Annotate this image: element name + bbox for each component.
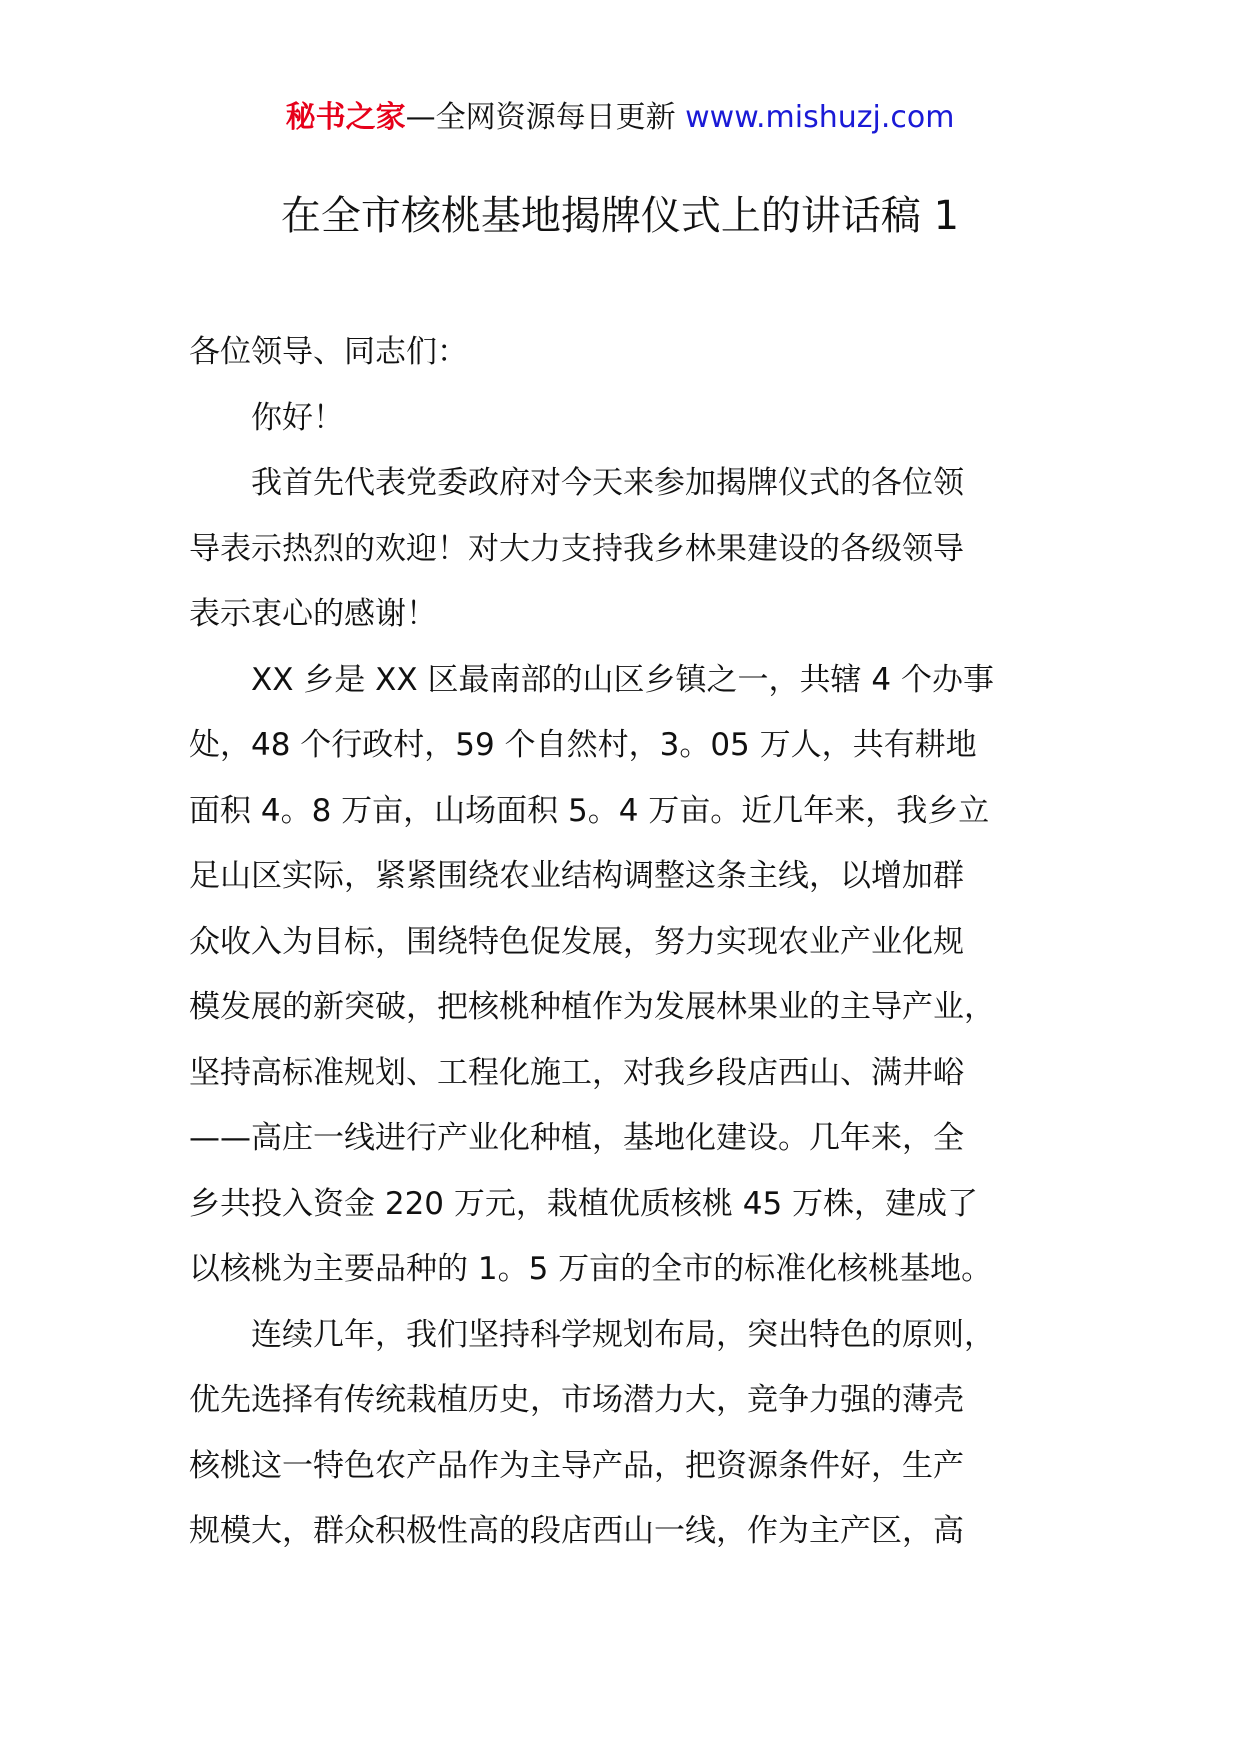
body-line: 足山区实际，紧紧围绕农业结构调整这条主线，以增加群 xyxy=(189,858,964,894)
body-line: 导表示热烈的欢迎！对大力支持我乡林果建设的各级领导 xyxy=(189,530,964,567)
document-title: 在全市核桃基地揭牌仪式上的讲话稿 1 xyxy=(280,193,960,239)
body-line: 面积 4。8 万亩，山场面积 5。4 万亩。近几年来，我乡立 xyxy=(189,792,990,829)
document-body xyxy=(189,320,1059,1565)
site-header xyxy=(0,98,1240,138)
body-line: 以核桃为主要品种的 1。5 万亩的全市的标准化核桃基地。 xyxy=(189,1251,993,1287)
body-line: 连续几年，我们坚持科学规划布局，突出特色的原则， xyxy=(189,1316,995,1353)
body-line: 模发展的新突破，把核桃种植作为发展林果业的主导产业， xyxy=(189,989,995,1025)
body-line: 核桃这一特色农产品作为主导产品，把资源条件好，生产 xyxy=(189,1447,964,1484)
body-line: XX 乡是 XX 区最南部的山区乡镇之一，共辖 4 个办事 xyxy=(189,661,994,698)
site-brand: 秘书之家 xyxy=(285,100,406,135)
body-line: 我首先代表党委政府对今天来参加揭牌仪式的各位领 xyxy=(189,465,964,501)
body-line: 乡共投入资金 220 万元，栽植优质核桃 45 万株，建成了 xyxy=(189,1185,979,1222)
greeting-line: 你好！ xyxy=(189,399,344,436)
body-line: 处，48 个行政村，59 个自然村，3。05 万人，共有耕地 xyxy=(189,727,977,763)
salutation-line: 各位领导、同志们： xyxy=(189,334,468,370)
body-line: 规模大，群众积极性高的段店西山一线，作为主产区，高 xyxy=(189,1513,964,1549)
site-tagline: —全网资源每日更新 xyxy=(405,100,676,135)
body-line: 优先选择有传统栽植历史，市场潜力大，竞争力强的薄壳 xyxy=(189,1382,964,1418)
body-line: 坚持高标准规划、工程化施工，对我乡段店西山、满井峪 xyxy=(189,1054,964,1091)
body-line: 表示衷心的感谢！ xyxy=(189,596,437,632)
body-line: 众收入为目标，围绕特色促发展，努力实现农业产业化规 xyxy=(189,923,964,960)
body-line: ——高庄一线进行产业化种植，基地化建设。几年来，全 xyxy=(189,1120,964,1156)
site-url-link[interactable]: www.mishuzj.com xyxy=(685,100,955,135)
